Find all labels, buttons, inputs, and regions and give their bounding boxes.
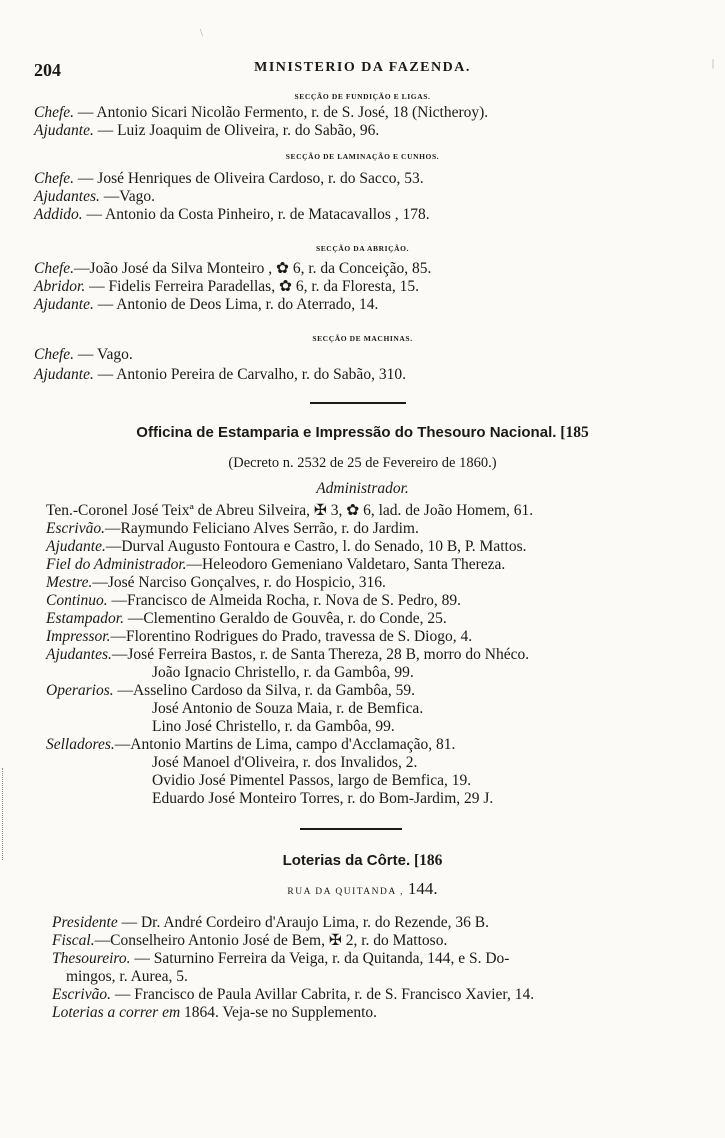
entry-selladores-cont: Eduardo José Monteiro Torres, r. do Bom-Jardim, 29 J. [152, 790, 494, 807]
entry-text: —Florentino Rodrigues do Prado, travessa de S. Diogo, 4. [110, 628, 473, 645]
scan-mark: | [712, 58, 715, 69]
role-label: Chefe. [34, 346, 75, 363]
running-title: MINISTERIO DA FAZENDA. [254, 60, 471, 75]
role-label: Operarios. [46, 682, 114, 699]
entry-ajudante-machinas [34, 366, 406, 384]
entry-text: —Clementino Geraldo de Gouvêa, r. do Conde, 25. [123, 610, 447, 627]
entry-text: — Fidelis Ferreira Paradellas, [85, 278, 279, 295]
entry-text: — Saturnino Ferreira da Veiga, r. da Quitanda, 144, e S. Do- [130, 950, 510, 967]
role-label: Chefe. [34, 104, 75, 121]
entry-escrivao-loterias [52, 986, 534, 1004]
rose-order-icon: ✿ [275, 260, 289, 277]
entry-text: — Antonio da Costa Pinheiro, r. de Matacavallos , 178. [82, 206, 430, 223]
role-label: Chefe. [34, 260, 75, 277]
entry-text: 3, [326, 502, 347, 519]
reference-number: [186 [413, 852, 443, 869]
page-number: 204 [34, 60, 61, 80]
entry-ajudantes-laminacao [34, 188, 155, 206]
entry-fiel [46, 556, 505, 574]
role-label: Ajudante. [34, 366, 94, 383]
rose-order-icon: ✿ [346, 502, 360, 519]
entry-thesoureiro [52, 950, 509, 968]
entry-escrivao [46, 520, 419, 538]
entry-operarios-cont: Lino José Christello, r. da Gambôa, 99. [152, 718, 395, 735]
role-label: Loterias a correr em [52, 1004, 181, 1021]
rose-order-icon: ✿ [278, 278, 292, 295]
role-label: Escrivão. [46, 520, 105, 537]
entry-fiscal [52, 932, 447, 950]
section-title-machinas: SECÇÃO DE MACHINAS. [312, 334, 413, 343]
entry-operarios [46, 682, 415, 700]
section-title-fundicao: SECÇÃO DE FUNDIÇÃO E LIGAS. [294, 92, 431, 101]
entry-presidente [52, 914, 489, 932]
entry-selladores-cont: José Manoel d'Oliveira, r. dos Invalidos, 2. [152, 754, 418, 771]
entry-addido-laminacao [34, 206, 430, 224]
entry-administrador [46, 502, 533, 520]
entry-continuo [46, 592, 461, 610]
entry-loterias-a-correr [52, 1004, 377, 1022]
entry-abridor-abricao [34, 278, 419, 296]
entry-text: 1864. Veja-se no Supplemento. [180, 1004, 378, 1021]
entry-text: —Francisco de Almeida Rocha, r. Nova de S. Pedro, 89. [107, 592, 461, 609]
entry-text: 6, r. da Floresta, 15. [291, 278, 419, 295]
entry-chefe-machinas [34, 346, 133, 364]
entry-text: — Francisco de Paula Avillar Cabrita, r. de S. Francisco Xavier, 14. [110, 986, 535, 1003]
entry-chefe-fundicao [34, 104, 488, 122]
entry-text: —José Narciso Gonçalves, r. do Hospicio, 316. [92, 574, 386, 591]
entry-thesoureiro-cont: mingos, r. Aurea, 5. [66, 968, 188, 985]
role-label: Escrivão. [52, 986, 111, 1003]
entry-ajudantes [46, 646, 529, 664]
role-label: Continuo. [46, 592, 108, 609]
entry-text: — Vago. [74, 346, 133, 363]
entry-text: — Antonio Sicari Nicolão Fermento, r. de S. José, 18 (Nictheroy). [74, 104, 489, 121]
entry-ajudante [46, 538, 527, 556]
administrator-heading: Administrador. [316, 480, 409, 497]
entry-text: —José Ferreira Bastos, r. de Santa Thereza, 28 B, morro do Nhéco. [111, 646, 530, 663]
entry-text: —Durval Augusto Fontoura e Castro, l. do Senado, 10 B, P. Mattos. [105, 538, 527, 555]
entry-text: —Heleodoro Gemeniano Valdetaro, Santa Thereza. [186, 556, 506, 573]
entry-chefe-abricao [34, 260, 431, 278]
entry-ajudante-abricao [34, 296, 378, 314]
role-label: Abridor. [34, 278, 86, 295]
role-label: Fiscal. [52, 932, 95, 949]
entry-text: Ten.-Coronel José Teixª de Abreu Silveira, [46, 502, 314, 519]
role-label: Impressor. [46, 628, 111, 645]
entry-text: —João José da Silva Monteiro , [74, 260, 276, 277]
scan-mark: \ [200, 28, 203, 39]
section-title-abricao: SECÇÃO DA ABRIÇÃO. [315, 244, 410, 253]
role-label: Addido. [34, 206, 83, 223]
entry-text: 6, r. da Conceição, 85. [288, 260, 432, 277]
margin-stamp [2, 768, 29, 860]
role-label: Estampador. [46, 610, 124, 627]
entry-chefe-laminacao [34, 170, 424, 188]
heading-text: Loterias da Côrte. [282, 852, 411, 869]
divider [310, 402, 406, 404]
role-label: Chefe. [34, 170, 75, 187]
entry-text: — José Henriques de Oliveira Cardoso, r. do Sacco, 53. [74, 170, 424, 187]
divider [300, 828, 402, 830]
role-label: Mestre. [46, 574, 93, 591]
role-label: Ajudante. [34, 122, 94, 139]
loterias-heading [0, 852, 725, 870]
loterias-address [0, 880, 725, 901]
decree-line: (Decreto n. 2532 de 25 de Fevereiro de 1860.) [228, 455, 497, 471]
role-label: Selladores. [46, 736, 115, 753]
entry-text: — Dr. André Cordeiro d'Araujo Lima, r. do Rezende, 36 B. [117, 914, 489, 931]
address-number: 144. [407, 879, 438, 898]
entry-selladores-cont: Ovidio José Pimentel Passos, largo de Bemfica, 19. [152, 772, 472, 789]
entry-estampador [46, 610, 447, 628]
entry-ajudante-fundicao [34, 122, 379, 140]
entry-text: —Raymundo Feliciano Alves Serrão, r. do Jardim. [104, 520, 419, 537]
address-label: RUA DA QUITANDA , [287, 887, 404, 897]
role-label: Ajudante. [34, 296, 94, 313]
entry-text: — Luiz Joaquim de Oliveira, r. do Sabão, 96. [93, 122, 380, 139]
entry-text: —Vago. [99, 188, 155, 205]
entry-text: — Antonio Pereira de Carvalho, r. do Sabão, 310. [93, 366, 406, 383]
entry-selladores [46, 736, 455, 754]
officina-heading [0, 424, 725, 442]
heading-text: Officina de Estamparia e Impressão do Thesouro Nacional. [136, 424, 557, 441]
entry-text: 6, lad. de João Homem, 61. [359, 502, 534, 519]
section-title-laminacao: SECÇÃO DE LAMINAÇÃO E CUNHOS. [285, 152, 440, 161]
role-label: Ajudantes. [46, 646, 112, 663]
reference-number: [185 [560, 424, 589, 441]
entry-text: —Antonio Martins de Lima, campo d'Acclamação, 81. [114, 736, 456, 753]
entry-text: 2, r. do Mattoso. [341, 932, 448, 949]
entry-text: —Asselino Cardoso da Silva, r. da Gambôa, 59. [113, 682, 415, 699]
entry-text: — Antonio de Deos Lima, r. do Aterrado, 14. [93, 296, 379, 313]
cross-order-icon: ✠ [328, 932, 342, 949]
role-label: Ajudante. [46, 538, 106, 555]
entry-ajudantes-cont: João Ignacio Christello, r. da Gambôa, 99. [152, 664, 414, 681]
role-label: Ajudantes. [34, 188, 100, 205]
entry-text: —Conselheiro Antonio José de Bem, [94, 932, 329, 949]
role-label: Thesoureiro. [52, 950, 131, 967]
role-label: Presidente [52, 914, 118, 931]
entry-impressor [46, 628, 472, 646]
entry-operarios-cont: José Antonio de Souza Maia, r. de Bemfica. [152, 700, 424, 717]
entry-mestre [46, 574, 386, 592]
cross-order-icon: ✠ [313, 502, 327, 519]
role-label: Fiel do Administrador. [46, 556, 187, 573]
